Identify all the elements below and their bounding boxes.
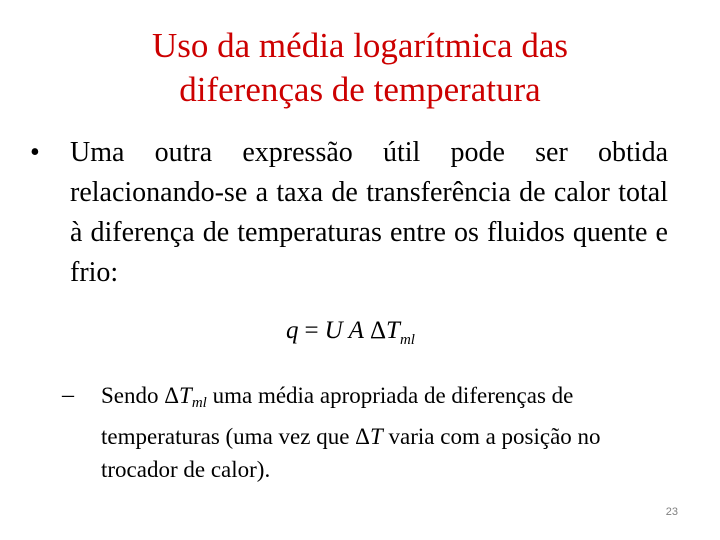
- sub-bullet-text: [101, 379, 676, 486]
- equation-t: T: [386, 317, 400, 344]
- sub-bullet-dash: –: [62, 382, 74, 408]
- equation-a: A: [348, 317, 364, 344]
- equation-q: q: [286, 317, 299, 344]
- main-bullet: [30, 133, 670, 293]
- equation-subscript: ml: [399, 332, 415, 348]
- sub-delta-2: Δ: [355, 424, 370, 449]
- sub-bullet: [62, 379, 672, 486]
- title-line-2: diferenças de temperatura: [179, 70, 541, 109]
- bullet-marker: •: [30, 137, 40, 168]
- slide-title: [60, 24, 660, 112]
- heat-rate-equation: [286, 313, 415, 358]
- bullet-text: Uma outra expressão útil pode ser obtida relacionando-se a taxa de transferência de calor total à diferença de temperaturas entre os fluidos quente e frio:: [70, 137, 668, 288]
- sub-subscript-1: ml: [191, 395, 207, 411]
- page-number: 23: [665, 506, 678, 518]
- sub-delta-1: Δ: [164, 383, 180, 408]
- sub-t-2: T: [369, 424, 383, 449]
- sub-t-1: T: [179, 383, 192, 408]
- equation-delta: Δ: [369, 317, 387, 344]
- equation-equals: =: [304, 317, 319, 344]
- sub-text-part-1: Sendo: [101, 383, 165, 408]
- sub-text-part-2: uma média apropriada de diferenças de temperaturas (uma vez que: [101, 383, 574, 449]
- equation-u: U: [324, 317, 343, 344]
- title-line-1: Uso da média logarítmica das: [152, 26, 568, 65]
- sub-text-part-3: varia com a posição no trocador de calor).: [101, 424, 601, 482]
